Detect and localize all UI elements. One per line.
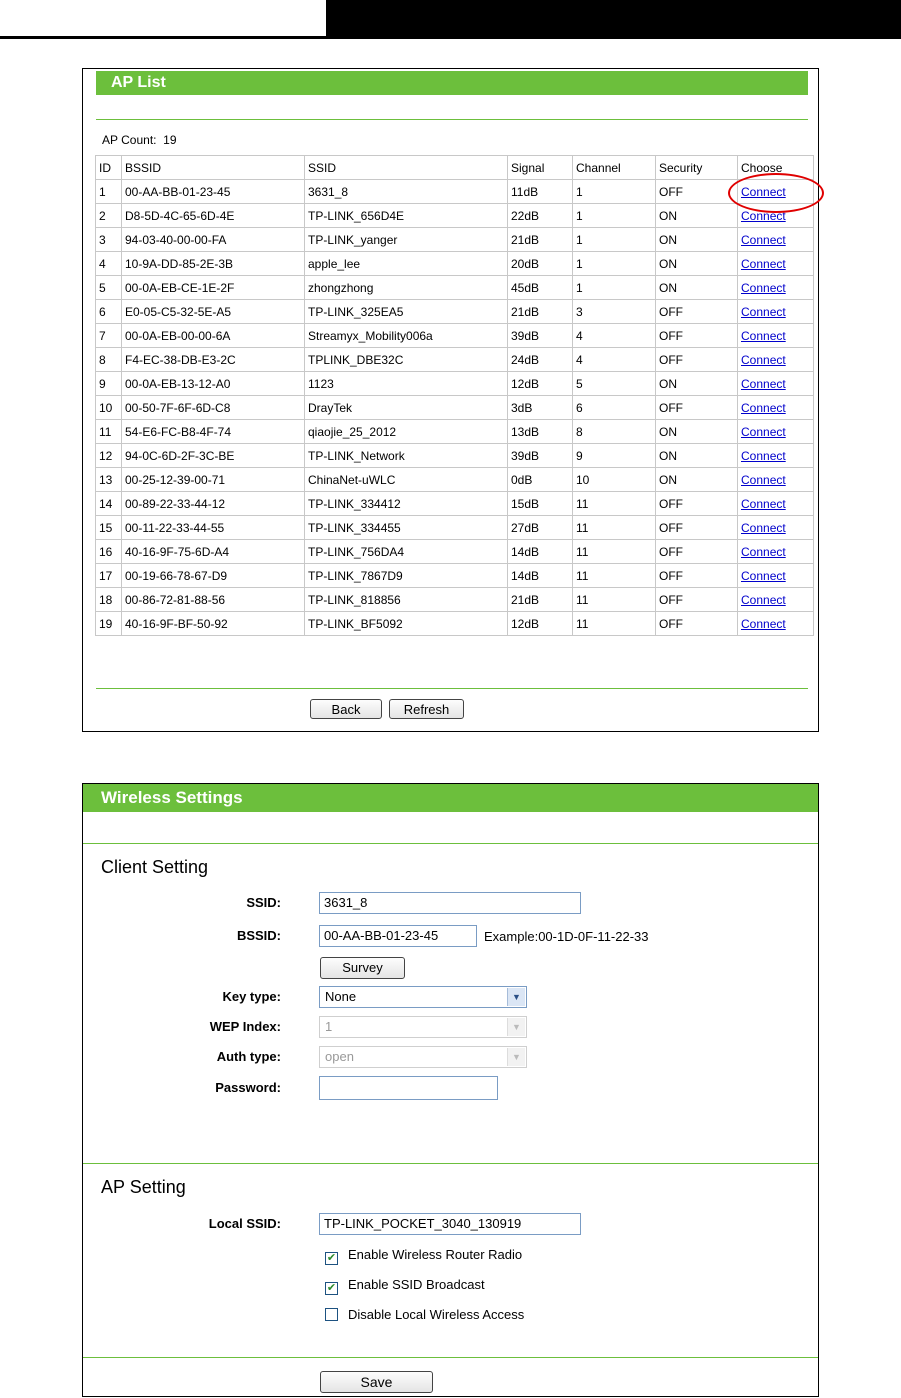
cell-id: 2	[96, 204, 122, 228]
cell-bssid: F4-EC-38-DB-E3-2C	[122, 348, 305, 372]
divider	[83, 1357, 818, 1358]
cell-choose	[738, 492, 814, 516]
checkbox-label: Disable Local Wireless Access	[348, 1307, 525, 1322]
cell-id: 16	[96, 540, 122, 564]
cell-security: ON	[656, 468, 738, 492]
cell-bssid: 40-16-9F-BF-50-92	[122, 612, 305, 636]
cell-security: OFF	[656, 588, 738, 612]
cell-ssid: TP-LINK_yanger	[305, 228, 508, 252]
wep-index-label: WEP Index:	[209, 1019, 281, 1034]
cell-security: OFF	[656, 300, 738, 324]
cell-ssid: TP-LINK_7867D9	[305, 564, 508, 588]
cell-channel: 11	[573, 564, 656, 588]
cell-choose	[738, 324, 814, 348]
connect-link[interactable]: Connect	[741, 304, 786, 319]
cell-security: OFF	[656, 396, 738, 420]
cell-choose	[738, 444, 814, 468]
cell-choose	[738, 540, 814, 564]
cell-bssid: 00-0A-EB-00-00-6A	[122, 324, 305, 348]
wireless-settings-title: Wireless Settings	[83, 784, 818, 812]
connect-link[interactable]: Connect	[741, 208, 786, 223]
cell-channel: 11	[573, 540, 656, 564]
header-right-block	[326, 0, 901, 39]
checkbox-checked-icon[interactable]: ✔	[326, 1282, 337, 1294]
cell-signal: 0dB	[508, 468, 573, 492]
column-header-bssid: BSSID	[122, 156, 305, 180]
cell-id: 18	[96, 588, 122, 612]
wep-index-select	[319, 1016, 527, 1038]
cell-signal: 21dB	[508, 300, 573, 324]
cell-channel: 6	[573, 396, 656, 420]
ssid-input[interactable]: 3631_8	[319, 892, 581, 914]
cell-id: 5	[96, 276, 122, 300]
cell-channel: 3	[573, 300, 656, 324]
table-row	[96, 540, 814, 564]
cell-bssid: 54-E6-FC-B8-4F-74	[122, 420, 305, 444]
table-row	[96, 372, 814, 396]
cell-ssid: TP-LINK_BF5092	[305, 612, 508, 636]
cell-id: 9	[96, 372, 122, 396]
cell-signal: 15dB	[508, 492, 573, 516]
cell-channel: 1	[573, 228, 656, 252]
cell-bssid: D8-5D-4C-65-6D-4E	[122, 204, 305, 228]
cell-security: ON	[656, 420, 738, 444]
key-type-select[interactable]	[319, 986, 527, 1008]
column-header-ssid: SSID	[305, 156, 508, 180]
ap-list-title: AP List	[96, 71, 808, 95]
cell-security: ON	[656, 228, 738, 252]
cell-ssid: qiaojie_25_2012	[305, 420, 508, 444]
cell-id: 12	[96, 444, 122, 468]
cell-signal: 14dB	[508, 564, 573, 588]
refresh-button[interactable]: Refresh	[389, 699, 464, 719]
table-row	[96, 516, 814, 540]
cell-choose	[738, 348, 814, 372]
cell-choose	[738, 420, 814, 444]
cell-id: 4	[96, 252, 122, 276]
table-row	[96, 492, 814, 516]
cell-bssid: 00-AA-BB-01-23-45	[122, 180, 305, 204]
table-row	[96, 612, 814, 636]
auth-type-select	[319, 1046, 527, 1068]
cell-choose	[738, 396, 814, 420]
cell-bssid: 00-89-22-33-44-12	[122, 492, 305, 516]
cell-id: 7	[96, 324, 122, 348]
cell-signal: 21dB	[508, 228, 573, 252]
connect-link[interactable]: Connect	[741, 424, 786, 439]
checkbox-unchecked-icon[interactable]	[325, 1308, 338, 1321]
cell-bssid: E0-05-C5-32-5E-A5	[122, 300, 305, 324]
cell-id: 1	[96, 180, 122, 204]
cell-security: OFF	[656, 348, 738, 372]
chevron-down-icon: ▼	[507, 1018, 525, 1036]
cell-security: ON	[656, 276, 738, 300]
cell-ssid: TPLINK_DBE32C	[305, 348, 508, 372]
table-row	[96, 324, 814, 348]
cell-ssid: TP-LINK_656D4E	[305, 204, 508, 228]
connect-link[interactable]: Connect	[741, 568, 786, 583]
checkbox-checked-icon[interactable]: ✔	[326, 1252, 337, 1264]
key-type-value: None	[325, 989, 357, 1004]
cell-choose	[738, 372, 814, 396]
table-row	[96, 348, 814, 372]
cell-signal: 39dB	[508, 444, 573, 468]
cell-ssid: TP-LINK_818856	[305, 588, 508, 612]
cell-id: 14	[96, 492, 122, 516]
cell-channel: 4	[573, 324, 656, 348]
save-button[interactable]: Save	[320, 1371, 433, 1393]
bssid-label: BSSID:	[236, 928, 281, 943]
cell-ssid: 1123	[305, 372, 508, 396]
table-row	[96, 468, 814, 492]
cell-bssid: 00-86-72-81-88-56	[122, 588, 305, 612]
cell-choose	[738, 276, 814, 300]
cell-id: 10	[96, 396, 122, 420]
document-header-bar	[0, 0, 901, 40]
connect-link[interactable]: Connect	[741, 184, 786, 199]
cell-bssid: 00-50-7F-6F-6D-C8	[122, 396, 305, 420]
cell-security: OFF	[656, 612, 738, 636]
ap-list-panel	[82, 68, 819, 732]
cell-channel: 11	[573, 492, 656, 516]
table-row	[96, 396, 814, 420]
key-type-label: Key type:	[222, 989, 281, 1004]
cell-id: 3	[96, 228, 122, 252]
checkbox-label: Enable Wireless Router Radio	[348, 1247, 523, 1262]
cell-id: 6	[96, 300, 122, 324]
divider	[96, 119, 808, 120]
connect-link[interactable]: Connect	[741, 256, 786, 271]
cell-ssid: Streamyx_Mobility006a	[305, 324, 508, 348]
cell-security: ON	[656, 372, 738, 396]
cell-choose	[738, 228, 814, 252]
cell-choose	[738, 300, 814, 324]
cell-security: OFF	[656, 516, 738, 540]
cell-channel: 11	[573, 516, 656, 540]
connect-link[interactable]: Connect	[741, 616, 786, 631]
cell-channel: 11	[573, 588, 656, 612]
password-label: Password:	[215, 1080, 281, 1095]
back-button[interactable]: Back	[310, 699, 382, 719]
cell-channel: 1	[573, 276, 656, 300]
cell-channel: 1	[573, 252, 656, 276]
cell-security: OFF	[656, 492, 738, 516]
connect-link[interactable]: Connect	[741, 544, 786, 559]
connect-link[interactable]: Connect	[741, 232, 786, 247]
column-header-signal: Signal	[508, 156, 573, 180]
client-setting-heading: Client Setting	[101, 857, 209, 877]
cell-id: 17	[96, 564, 122, 588]
connect-link[interactable]: Connect	[741, 448, 786, 463]
cell-channel: 10	[573, 468, 656, 492]
cell-ssid: 3631_8	[305, 180, 508, 204]
table-row	[96, 228, 814, 252]
cell-signal: 27dB	[508, 516, 573, 540]
wireless-settings-panel	[82, 783, 819, 1397]
connect-link[interactable]: Connect	[741, 280, 786, 295]
cell-id: 8	[96, 348, 122, 372]
table-header-row	[96, 156, 814, 180]
cell-security: OFF	[656, 180, 738, 204]
cell-bssid: 94-03-40-00-00-FA	[122, 228, 305, 252]
table-row	[96, 588, 814, 612]
cell-signal: 12dB	[508, 372, 573, 396]
cell-signal: 20dB	[508, 252, 573, 276]
ssid-label: SSID:	[246, 895, 281, 910]
cell-signal: 21dB	[508, 588, 573, 612]
table-row	[96, 204, 814, 228]
cell-ssid: TP-LINK_Network	[305, 444, 508, 468]
cell-signal: 24dB	[508, 348, 573, 372]
connect-link[interactable]: Connect	[741, 400, 786, 415]
cell-security: OFF	[656, 540, 738, 564]
cell-channel: 11	[573, 612, 656, 636]
column-header-choose: Choose	[738, 156, 814, 180]
cell-security: OFF	[656, 564, 738, 588]
table-row	[96, 300, 814, 324]
cell-bssid: 00-11-22-33-44-55	[122, 516, 305, 540]
cell-ssid: TP-LINK_325EA5	[305, 300, 508, 324]
cell-ssid: TP-LINK_334455	[305, 516, 508, 540]
table-row	[96, 420, 814, 444]
cell-choose	[738, 516, 814, 540]
cell-choose	[738, 468, 814, 492]
divider	[83, 843, 818, 844]
table-row	[96, 252, 814, 276]
table-row	[96, 564, 814, 588]
table-row	[96, 444, 814, 468]
cell-bssid: 00-19-66-78-67-D9	[122, 564, 305, 588]
cell-bssid: 40-16-9F-75-6D-A4	[122, 540, 305, 564]
cell-security: ON	[656, 204, 738, 228]
cell-id: 11	[96, 420, 122, 444]
cell-signal: 11dB	[508, 180, 573, 204]
cell-signal: 13dB	[508, 420, 573, 444]
auth-type-label: Auth type:	[216, 1049, 281, 1064]
cell-ssid: TP-LINK_756DA4	[305, 540, 508, 564]
cell-signal: 22dB	[508, 204, 573, 228]
connect-link[interactable]: Connect	[741, 328, 786, 343]
cell-ssid: DrayTek	[305, 396, 508, 420]
cell-choose	[738, 612, 814, 636]
cell-choose	[738, 588, 814, 612]
connect-link[interactable]: Connect	[741, 472, 786, 487]
ap-list-table	[95, 155, 814, 636]
cell-bssid: 00-0A-EB-13-12-A0	[122, 372, 305, 396]
cell-channel: 8	[573, 420, 656, 444]
table-row	[96, 180, 814, 204]
cell-id: 15	[96, 516, 122, 540]
chevron-down-icon: ▼	[507, 1048, 525, 1066]
checkbox-label: Enable SSID Broadcast	[348, 1277, 485, 1292]
connect-link[interactable]: Connect	[741, 592, 786, 607]
cell-signal: 39dB	[508, 324, 573, 348]
cell-id: 13	[96, 468, 122, 492]
cell-ssid: ChinaNet-uWLC	[305, 468, 508, 492]
cell-security: OFF	[656, 324, 738, 348]
cell-ssid: apple_lee	[305, 252, 508, 276]
auth-type-value: open	[325, 1049, 354, 1064]
cell-security: ON	[656, 252, 738, 276]
checkbox-enable-wireless-router-radio[interactable]	[325, 1247, 522, 1265]
cell-channel: 9	[573, 444, 656, 468]
cell-bssid: 00-0A-EB-CE-1E-2F	[122, 276, 305, 300]
cell-bssid: 94-0C-6D-2F-3C-BE	[122, 444, 305, 468]
column-header-id: ID	[96, 156, 122, 180]
connect-link[interactable]: Connect	[741, 352, 786, 367]
cell-bssid: 00-25-12-39-00-71	[122, 468, 305, 492]
survey-button[interactable]: Survey	[320, 957, 405, 979]
table-row	[96, 276, 814, 300]
column-header-security: Security	[656, 156, 738, 180]
cell-channel: 4	[573, 348, 656, 372]
cell-channel: 1	[573, 180, 656, 204]
local-ssid-input[interactable]: TP-LINK_POCKET_3040_130919	[319, 1213, 581, 1235]
column-header-channel: Channel	[573, 156, 656, 180]
cell-channel: 1	[573, 204, 656, 228]
wep-index-value: 1	[325, 1019, 333, 1034]
cell-signal: 45dB	[508, 276, 573, 300]
checkbox-disable-local-wireless-access[interactable]	[325, 1307, 524, 1322]
cell-ssid: TP-LINK_334412	[305, 492, 508, 516]
bssid-input[interactable]: 00-AA-BB-01-23-45	[319, 925, 477, 947]
checkbox-enable-ssid-broadcast[interactable]	[325, 1277, 485, 1295]
ap-count-label: AP Count:	[102, 133, 157, 147]
connect-link[interactable]: Connect	[741, 520, 786, 535]
ap-count	[102, 133, 177, 147]
divider	[83, 1163, 818, 1164]
cell-ssid: zhongzhong	[305, 276, 508, 300]
password-input[interactable]	[319, 1076, 498, 1100]
connect-link[interactable]: Connect	[741, 376, 786, 391]
cell-choose	[738, 564, 814, 588]
divider	[96, 688, 808, 689]
ap-count-value: 19	[163, 133, 177, 147]
chevron-down-icon[interactable]: ▼	[507, 988, 525, 1006]
cell-security: ON	[656, 444, 738, 468]
connect-link[interactable]: Connect	[741, 496, 786, 511]
cell-signal: 14dB	[508, 540, 573, 564]
cell-channel: 5	[573, 372, 656, 396]
local-ssid-label: Local SSID:	[208, 1216, 281, 1231]
bssid-example: Example:00-1D-0F-11-22-33	[484, 929, 649, 944]
header-left-rule	[0, 0, 326, 39]
cell-choose	[738, 252, 814, 276]
cell-bssid: 10-9A-DD-85-2E-3B	[122, 252, 305, 276]
highlight-circle	[728, 173, 824, 213]
cell-signal: 3dB	[508, 396, 573, 420]
ap-setting-heading: AP Setting	[101, 1177, 186, 1197]
cell-signal: 12dB	[508, 612, 573, 636]
cell-id: 19	[96, 612, 122, 636]
